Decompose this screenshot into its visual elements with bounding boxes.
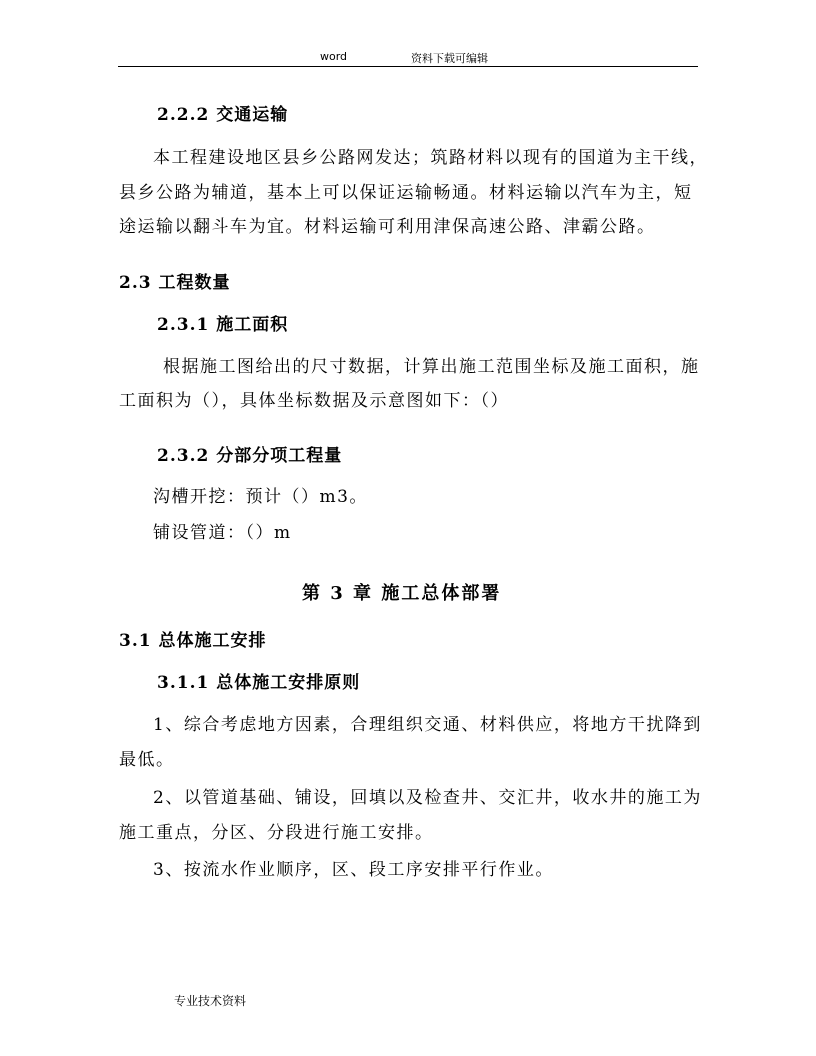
heading-2-3: 2.3 工程数量 (119, 273, 231, 293)
paragraph-line: 沟槽开挖：预计（）m3。 (153, 487, 368, 507)
paragraph-line: 本工程建设地区县乡公路网发达；筑路材料以现有的国道为主干线， (153, 148, 708, 168)
heading-2-3-1: 2.3.1 施工面积 (157, 315, 289, 335)
paragraph-line: 施工重点，分区、分段进行施工安排。 (119, 823, 434, 843)
paragraph-line: 3、按流水作业顺序，区、段工序安排平行作业。 (153, 860, 554, 880)
chapter-3-title: 第 3 章 施工总体部署 (302, 583, 502, 604)
paragraph-line: 2、以管道基础、铺设，回填以及检查井、交汇井，收水井的施工为 (153, 788, 702, 808)
paragraph-line: 最低。 (119, 750, 175, 770)
paragraph-line: 1、综合考虑地方因素，合理组织交通、材料供应，将地方干扰降到 (153, 715, 702, 735)
heading-3-1-1: 3.1.1 总体施工安排原则 (157, 673, 361, 693)
paragraph-line: 根据施工图给出的尺寸数据，计算出施工范围坐标及施工面积，施 (163, 357, 700, 377)
paragraph-line: 工面积为（），具体坐标数据及示意图如下：（） (119, 391, 509, 411)
header-divider (118, 66, 698, 67)
header-editable-label: 资料下载可编辑 (411, 52, 488, 65)
paragraph-line: 途运输以翻斗车为宜。材料运输可利用津保高速公路、津霸公路。 (119, 217, 656, 237)
paragraph-line: 铺设管道：（）m (153, 523, 292, 543)
header-word-label: word (320, 50, 348, 63)
heading-2-3-2: 2.3.2 分部分项工程量 (157, 446, 343, 466)
heading-3-1: 3.1 总体施工安排 (119, 631, 267, 651)
footer-label: 专业技术资料 (174, 994, 247, 1008)
heading-2-2-2: 2.2.2 交通运输 (157, 105, 289, 125)
paragraph-line: 县乡公路为辅道，基本上可以保证运输畅通。材料运输以汽车为主，短 (119, 183, 693, 203)
